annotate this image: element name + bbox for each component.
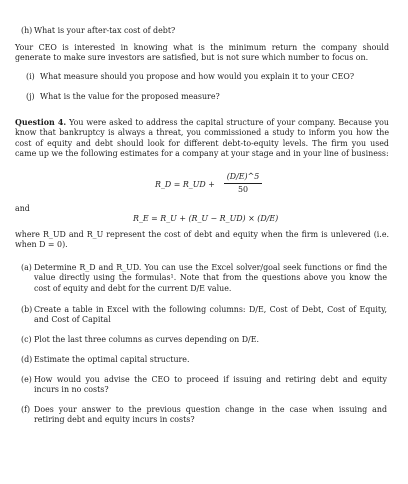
question-j [26, 92, 387, 102]
fraction-denominator: 50 [237, 185, 249, 195]
question-d [21, 355, 387, 365]
item-text: What measure should you propose and how would you explain it to your CEO? [40, 72, 355, 81]
fraction-numerator: (D/E)^5 [224, 172, 262, 184]
item-label: (i) [26, 72, 35, 81]
question-4-text: You were asked to address the capital structure of your company. Because you know that bankruptcy is always a threat, you commissioned a study to inform you how the cost of equity and debt should look for different debt-to-equity levels. The firm you used came up we the following estimates for a company at your stage and in your line of business: [15, 118, 389, 159]
question-c [21, 335, 387, 345]
and-word: and [15, 204, 30, 213]
question-4-paragraph [15, 118, 389, 160]
item-text: Determine R_D and R_UD. You can use the Excel solver/goal seek functions or find the value directly using the formulas¹. Note that from the questions above you know the cost of equity and debt for the current D/E value. [34, 263, 387, 293]
question-b [21, 305, 387, 326]
question-h [21, 26, 387, 36]
where-paragraph: where R_UD and R_U represent the cost of debt and equity when the firm is unlevered (i.e. when D = 0). [15, 230, 389, 250]
item-label: (a) [21, 263, 32, 272]
item-text: Does your answer to the previous question change in the case when issuing and retiring debt and equity incurs in costs? [34, 405, 387, 425]
item-text: What is your after-tax cost of debt? [34, 26, 176, 35]
equation-cost-of-equity: R_E = R_U + (R_U − R_UD) × (D/E) [133, 214, 279, 223]
question-4-heading: Question 4. [15, 118, 67, 127]
item-label: (e) [21, 375, 32, 384]
item-text: Plot the last three columns as curves depending on D/E. [34, 335, 259, 344]
item-label: (c) [21, 335, 32, 344]
question-f [21, 405, 387, 426]
question-a [21, 263, 387, 294]
item-text: Create a table in Excel with the following columns: D/E, Cost of Debt, Cost of Equity, and Cost of Capital [34, 305, 387, 325]
item-label: (d) [21, 355, 33, 364]
equation-cost-of-debt-lhs: R_D = R_UD + [155, 180, 215, 189]
item-label: (f) [21, 405, 31, 414]
item-label: (j) [26, 92, 35, 101]
question-i [26, 72, 387, 82]
item-label: (h) [21, 26, 33, 35]
item-text: Estimate the optimal capital structure. [34, 355, 190, 364]
item-label: (b) [21, 305, 33, 314]
ceo-paragraph: Your CEO is interested in knowing what is the minimum return the company should generate to make sure investors are satisfied, but is not sure which number to focus on. [15, 43, 389, 63]
item-text: How would you advise the CEO to proceed if issuing and retiring debt and equity incurs in no costs? [34, 375, 387, 395]
item-text: What is the value for the proposed measure? [40, 92, 220, 101]
equation-cost-of-debt-fraction [224, 172, 262, 196]
question-e [21, 375, 387, 396]
